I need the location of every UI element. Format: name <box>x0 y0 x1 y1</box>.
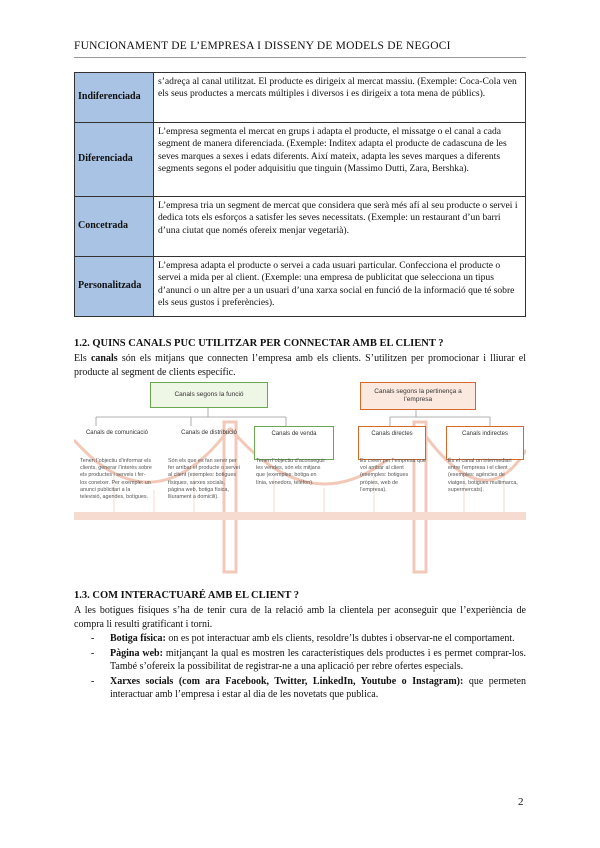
list-item-label: Xarxes socials (com ara Facebook, Twitter, LinkedIn, Youtube o Instagram): <box>110 675 464 687</box>
section-heading-1-2: 1.2. QUINS CANALS PUC UTILITZAR PER CONNECTAR AMB EL CLIENT ? <box>74 338 444 349</box>
para-text: Els <box>74 353 91 364</box>
desc-cell: L’empresa adapta el producte o servei a cada usuari particular. Confecciona el producte o servei a mida per al client. (Exemple: una empresa de publicitat que selecciona un tipus d’anunci o un altre per a un usuari d’una xarxa social en funció de la informació que té sobre els seus gustos i preferències). <box>154 257 526 317</box>
column-body-communication: Tenen l’objectiu d’informar els clients, generar l’interès sobre els productes i serveis i fer-los coneixer. Per exemple: un anunci publicitari a la televisió, agendes, botigues. <box>80 458 152 501</box>
list-item-label: Pàgina web: <box>110 647 163 659</box>
list-item-text: mitjançant la qual es mostren les característiques dels productes i es permet comprar-los. També s’ofereix la possibilitat de registrar-ne a una aplicació per rebre ofertes especials. <box>110 647 526 672</box>
column-body-distribution: Són els que es fan servir per fer arribar el producte o servei al client (exemples: botigues físiques, xarxes socials, pàgina web, botiga física, lliurament a domicili). <box>168 458 240 501</box>
segmentation-table <box>74 72 526 317</box>
list-item <box>74 632 526 646</box>
list-item-text: on es pot interactuar amb els clients, resoldre’ls dubtes i observar-ne el comportament. <box>165 633 515 644</box>
table-row <box>75 73 526 123</box>
list-item-label: Botiga física: <box>110 633 166 644</box>
term-cell: Indiferenciada <box>75 73 154 123</box>
list-item <box>74 675 526 702</box>
table-row <box>75 257 526 317</box>
table-row <box>75 123 526 197</box>
desc-cell: L’empresa segmenta el mercat en grups i adapta el producte, el missatge o el canal a cada segment de manera diferenciada. (Exemple: Inditex adapta el producte de cadascuna de les seves marques a sexes i edats diferents. Així mateix, adapta les seves marques a diferents segments segons el poder adquisitiu que tinguin (Massimo Dutti, Zara, Bershka). <box>154 123 526 197</box>
header-box-function: Canals segons la funció <box>150 382 268 408</box>
column-title-direct: Canals directes <box>358 426 426 460</box>
section-paragraph-1-2 <box>74 352 526 379</box>
section-heading-1-3: 1.3. COM INTERACTUARÉ AMB EL CLIENT ? <box>74 590 300 601</box>
page-number: 2 <box>518 796 524 808</box>
column-title-indirect: Canals indirectes <box>446 426 524 460</box>
list-item-text: que permeten interactuar amb l’empresa i estar al dia de les novetats que publica. <box>110 675 526 700</box>
column-title-communication: Canals de comunicació <box>85 430 149 436</box>
running-header: FUNCIONAMENT DE L’EMPRESA I DISSENY DE MODELS DE NEGOCI <box>74 40 451 52</box>
desc-cell: s’adreça al canal utilitzat. El producte es dirigeix al mercat massiu. (Exemple: Coca-Cola ven els seus productes a mercats múltiples i diversos i es dirigeix a tota mena de públics). <box>154 73 526 123</box>
para-text: són els mitjans que connecten l’empresa amb els clients. S’utilitzen per promocionar i lliurar el producte al segment de clients específic. <box>74 353 527 378</box>
para-bold-term: canals <box>90 353 118 364</box>
header-box-ownership: Canals segons la pertinença a l’empresa <box>360 382 476 410</box>
column-body-sales: Tenen l’objectiu d’aconseguir les vendes, són els mitjans que (exemples: botiga en línia, venedors, telèfon). <box>256 458 326 486</box>
term-cell: Personalitzada <box>75 257 154 317</box>
section-paragraph-1-3: A les botigues físiques s’ha de tenir cura de la relació amb la clientela per aconseguir que l’experiència de compra li resulti gratificant i torni. <box>74 605 526 630</box>
desc-cell: L’empresa tria un segment de mercat que considera que serà més afí al seu producte o servei i dedica tots els esforços a satisfer les seves necessitats. (Exemple: un restaurant d’un barri d’una ciutat que només ofereix menjar vegetarià). <box>154 197 526 257</box>
term-cell: Concetrada <box>75 197 154 257</box>
column-body-direct: Es creen per l’empresa que vol arribar al client (exemples: botigues pròpies, web de l’empresa). <box>360 458 426 493</box>
bullet-dash: - <box>91 633 95 644</box>
column-body-indirect: És el canal un intermediari entre l’empresa i el client (exemples: agències de viatges, botigues multimarca, supermercats). <box>448 458 518 493</box>
list-item <box>74 647 526 674</box>
table-row <box>75 197 526 257</box>
bullet-dash: - <box>91 647 95 659</box>
bullet-dash: - <box>91 675 95 687</box>
channels-diagram <box>74 380 526 576</box>
column-title-distribution: Canals de distribució <box>181 430 237 436</box>
term-cell: Diferenciada <box>75 123 154 197</box>
header-rule <box>74 57 526 58</box>
interaction-list <box>74 632 526 703</box>
column-title-sales: Canals de venda <box>254 426 334 460</box>
